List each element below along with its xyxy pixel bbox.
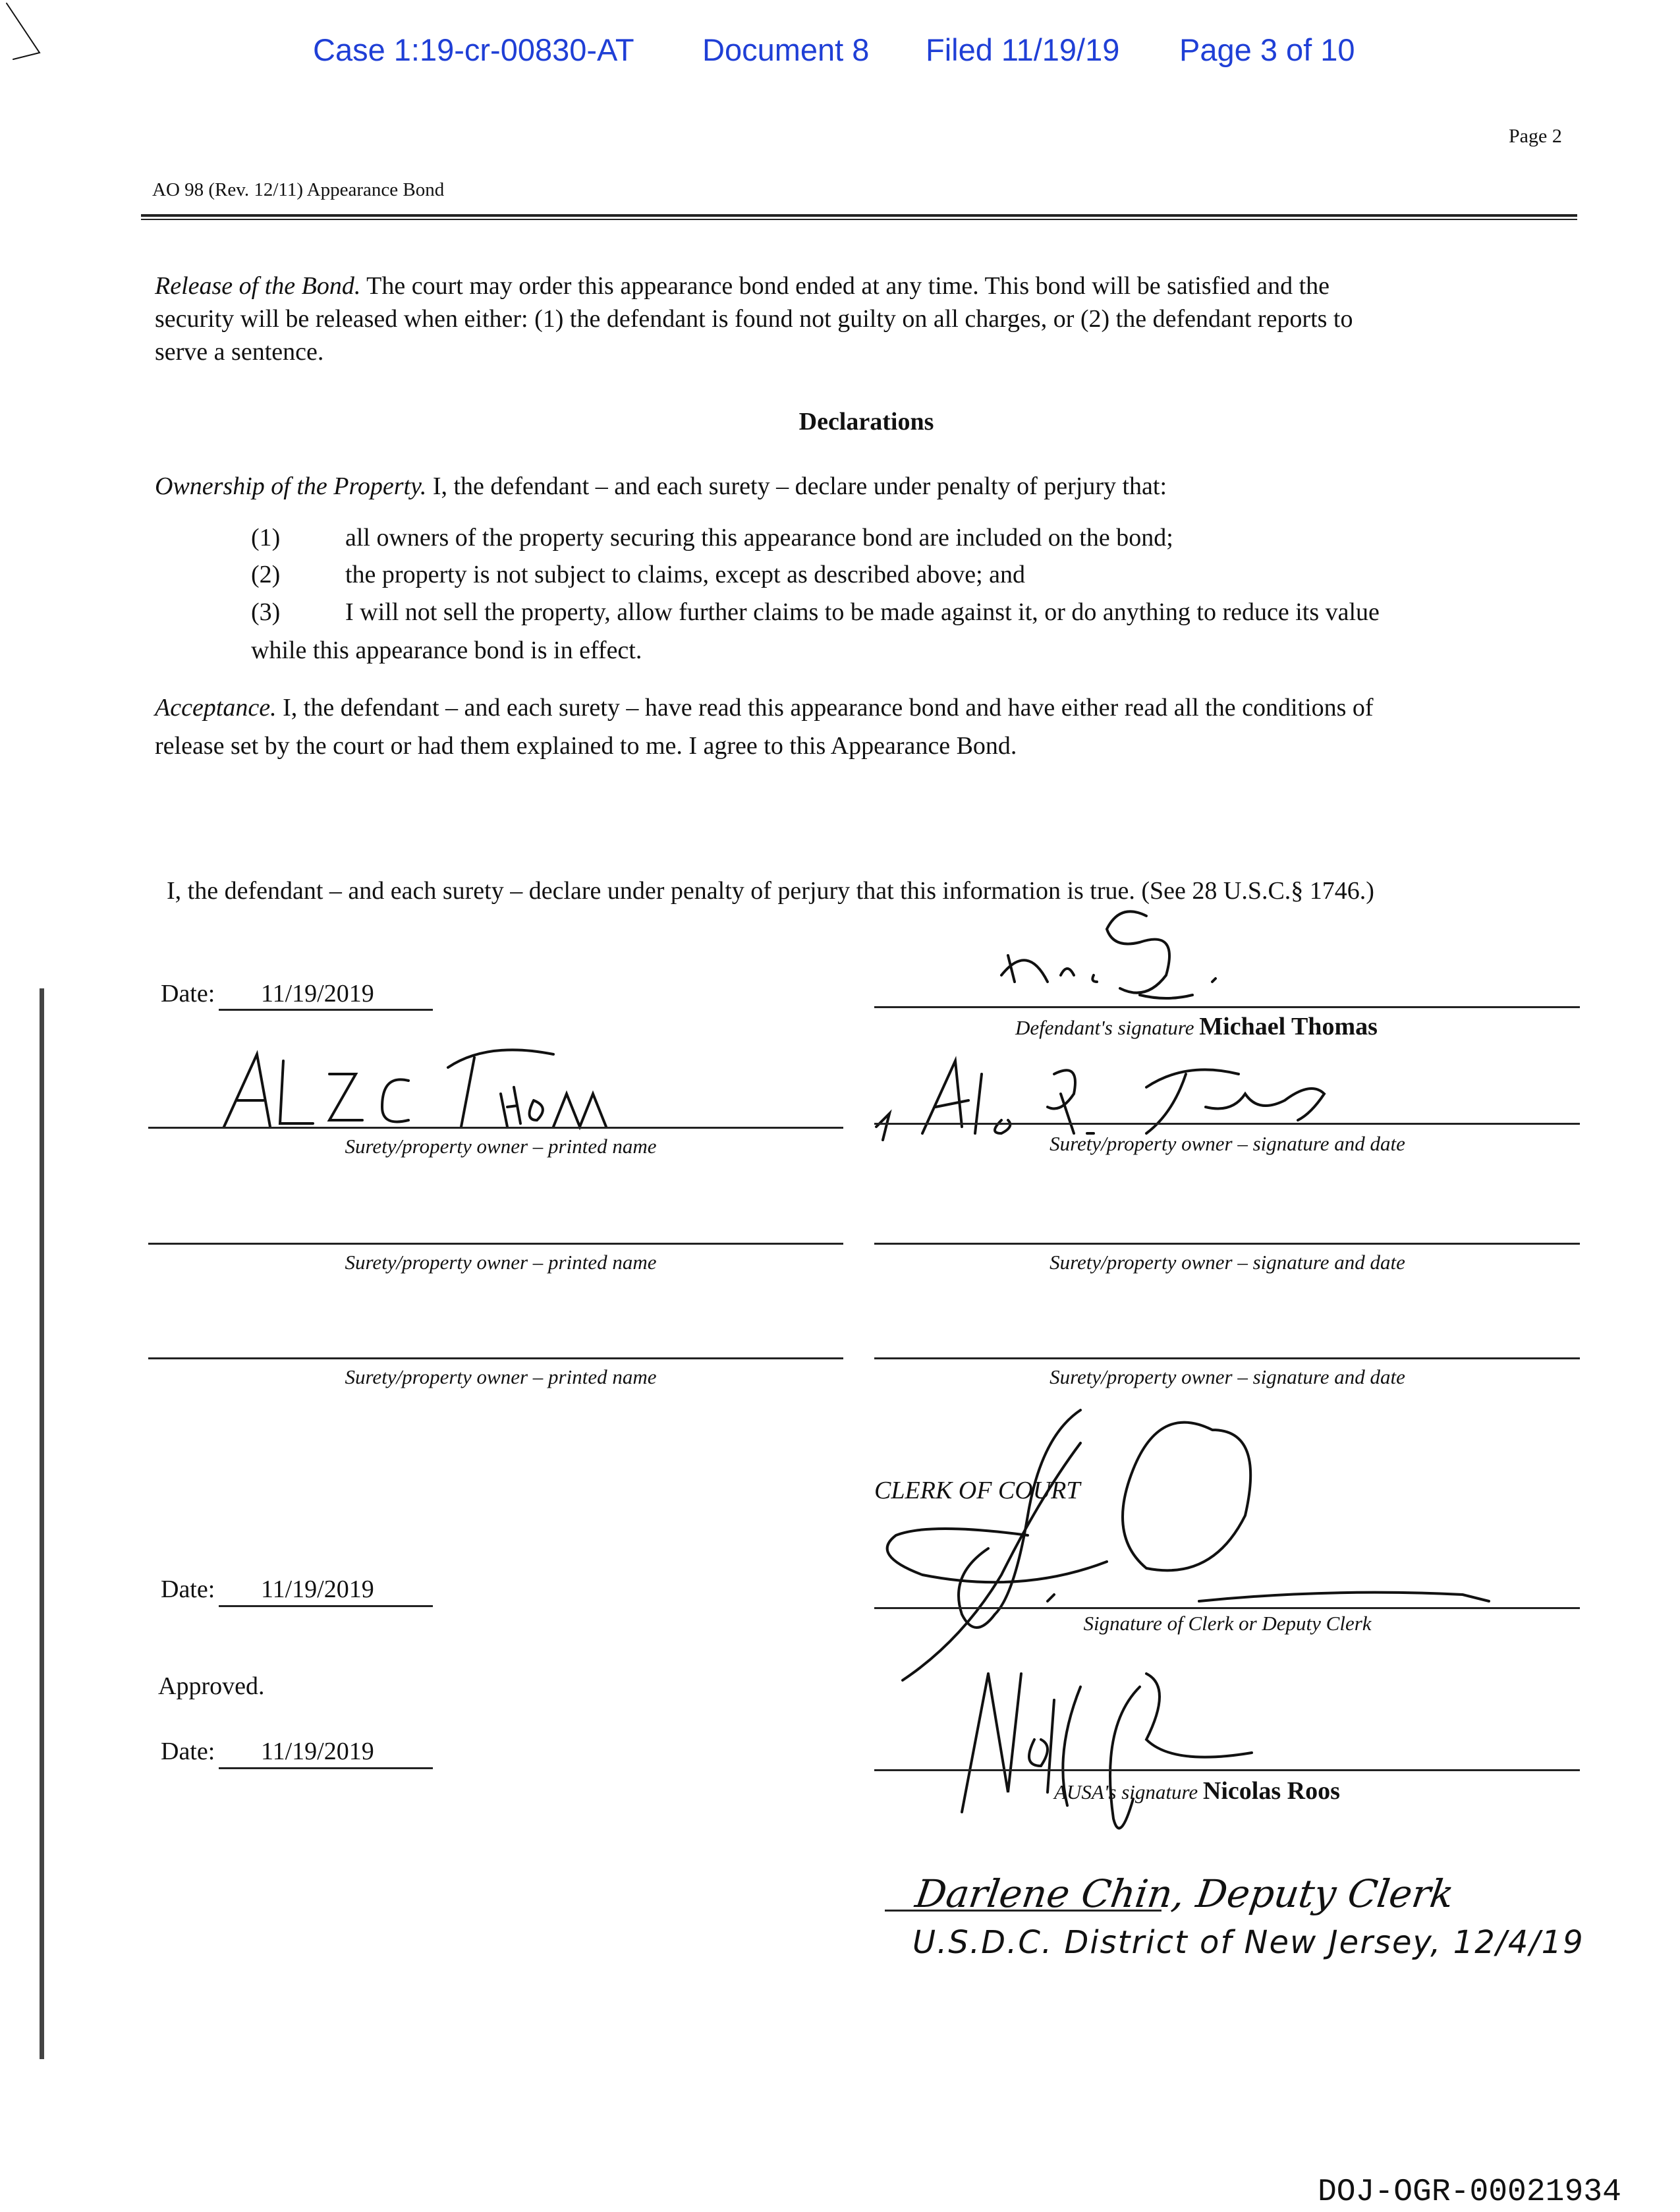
surety-printed-label: Surety/property owner – printed name — [345, 1251, 657, 1274]
item-text: the property is not subject to claims, except as described above; and — [345, 561, 1026, 588]
surety-printed-line — [148, 1243, 843, 1245]
surety-printed-label: Surety/property owner – printed name — [345, 1365, 657, 1388]
clerk-signature-label: Signature of Clerk or Deputy Clerk — [1083, 1612, 1372, 1635]
clerk-of-court: CLERK OF COURT — [874, 1477, 1080, 1504]
surety-signature-line — [874, 1243, 1580, 1245]
surety-signature-label: Surety/property owner – signature and date — [1050, 1251, 1405, 1274]
ausa-signature-label — [1054, 1776, 1340, 1805]
bates-number: DOJ-OGR-00021934 — [1318, 2174, 1621, 2210]
surety-printed-label: Surety/property owner – printed name — [345, 1135, 657, 1158]
release-line-2: security will be released when either: (1) the defendant is found not guilty on all charges, or (2) the defendant reports to — [155, 305, 1353, 333]
ausa-signature — [949, 1660, 1410, 1845]
approved-label: Approved. — [158, 1672, 265, 1700]
date-value: 11/19/2019 — [261, 1738, 374, 1765]
release-text: The court may order this appearance bond ended at any time. This bond will be satisfied and the — [360, 272, 1330, 300]
item-text: all owners of the property securing this appearance bond are included on the bond; — [345, 524, 1173, 552]
surety-signature-label: Surety/property owner – signature and date — [1050, 1365, 1405, 1388]
release-line-3: serve a sentence. — [155, 338, 324, 366]
ausa-label: AUSA's signature — [1054, 1780, 1198, 1803]
certification-handwritten-line-1: Darlene Chin, Deputy Clerk — [912, 1871, 1457, 1916]
ausa-signature-line — [874, 1769, 1580, 1771]
defendant-signature-line — [874, 1006, 1580, 1008]
ausa-name: Nicolas Roos — [1202, 1777, 1340, 1805]
surety-printed-line — [148, 1357, 843, 1359]
defendant-label: Defendant's signature — [1015, 1016, 1194, 1039]
date-underline — [219, 1605, 433, 1607]
release-heading: Release of the Bond. — [155, 272, 361, 300]
acceptance-text: I, the defendant – and each surety – have read this appearance bond and have either read all the conditions of — [276, 694, 1374, 722]
surety-signature-label: Surety/property owner – signature and date — [1050, 1132, 1405, 1155]
stamp-filed: Filed 11/19/19 — [926, 32, 1120, 67]
date-label: Date: — [161, 980, 215, 1007]
surety-signature-line — [874, 1357, 1580, 1359]
scan-mark — [0, 0, 79, 72]
ownership-text: I, the defendant – and each surety – declare under penalty of perjury that: — [426, 472, 1167, 500]
date-value: 11/19/2019 — [261, 1575, 374, 1603]
surety-printed-line — [148, 1127, 843, 1129]
item-number: (2) — [251, 561, 281, 588]
form-title: AO 98 (Rev. 12/11) Appearance Bond — [152, 179, 445, 200]
stamp-document: Document 8 — [702, 32, 870, 67]
date-underline — [219, 1009, 433, 1011]
date-label: Date: — [161, 1575, 215, 1603]
surety-signature-line — [874, 1123, 1580, 1125]
stamp-page: Page 3 of 10 — [1179, 32, 1355, 67]
header-rule-2 — [141, 219, 1577, 220]
ownership-heading: Ownership of the Property. — [155, 472, 427, 500]
surety-printed-name-handwritten — [198, 1028, 626, 1133]
perjury-statement: I, the defendant – and each surety – declare under penalty of perjury that this information is true. (See 28 U.S.C.§ 1746.) — [167, 877, 1374, 905]
release-line-1 — [155, 271, 1330, 300]
date-underline — [219, 1767, 433, 1769]
item-continuation: while this appearance bond is in effect. — [251, 637, 642, 664]
date-label: Date: — [161, 1738, 215, 1765]
date-value: 11/19/2019 — [261, 980, 374, 1007]
ownership-line — [155, 472, 1167, 501]
declarations-title: Declarations — [798, 408, 934, 436]
defendant-signature — [988, 903, 1318, 1008]
acceptance-line-1 — [155, 693, 1374, 722]
defendant-name: Michael Thomas — [1199, 1013, 1378, 1040]
scan-edge — [40, 988, 44, 2059]
acceptance-line-2: release set by the court or had them explained to me. I agree to this Appearance Bond. — [155, 732, 1017, 760]
certification-handwritten-line-2: U.S.D.C. District of New Jersey, 12/4/19 — [912, 1924, 1584, 1961]
item-number: (3) — [251, 598, 281, 626]
page-label: Page 2 — [1509, 125, 1562, 147]
stamp-case: Case 1:19-cr-00830-AT — [313, 32, 634, 67]
item-text: I will not sell the property, allow further claims to be made against it, or do anything to reduce its value — [345, 598, 1380, 626]
defendant-signature-label — [1015, 1012, 1378, 1041]
header-rule — [141, 214, 1577, 217]
acceptance-heading: Acceptance. — [155, 694, 277, 722]
item-number: (1) — [251, 524, 281, 552]
clerk-signature-line — [874, 1607, 1580, 1609]
